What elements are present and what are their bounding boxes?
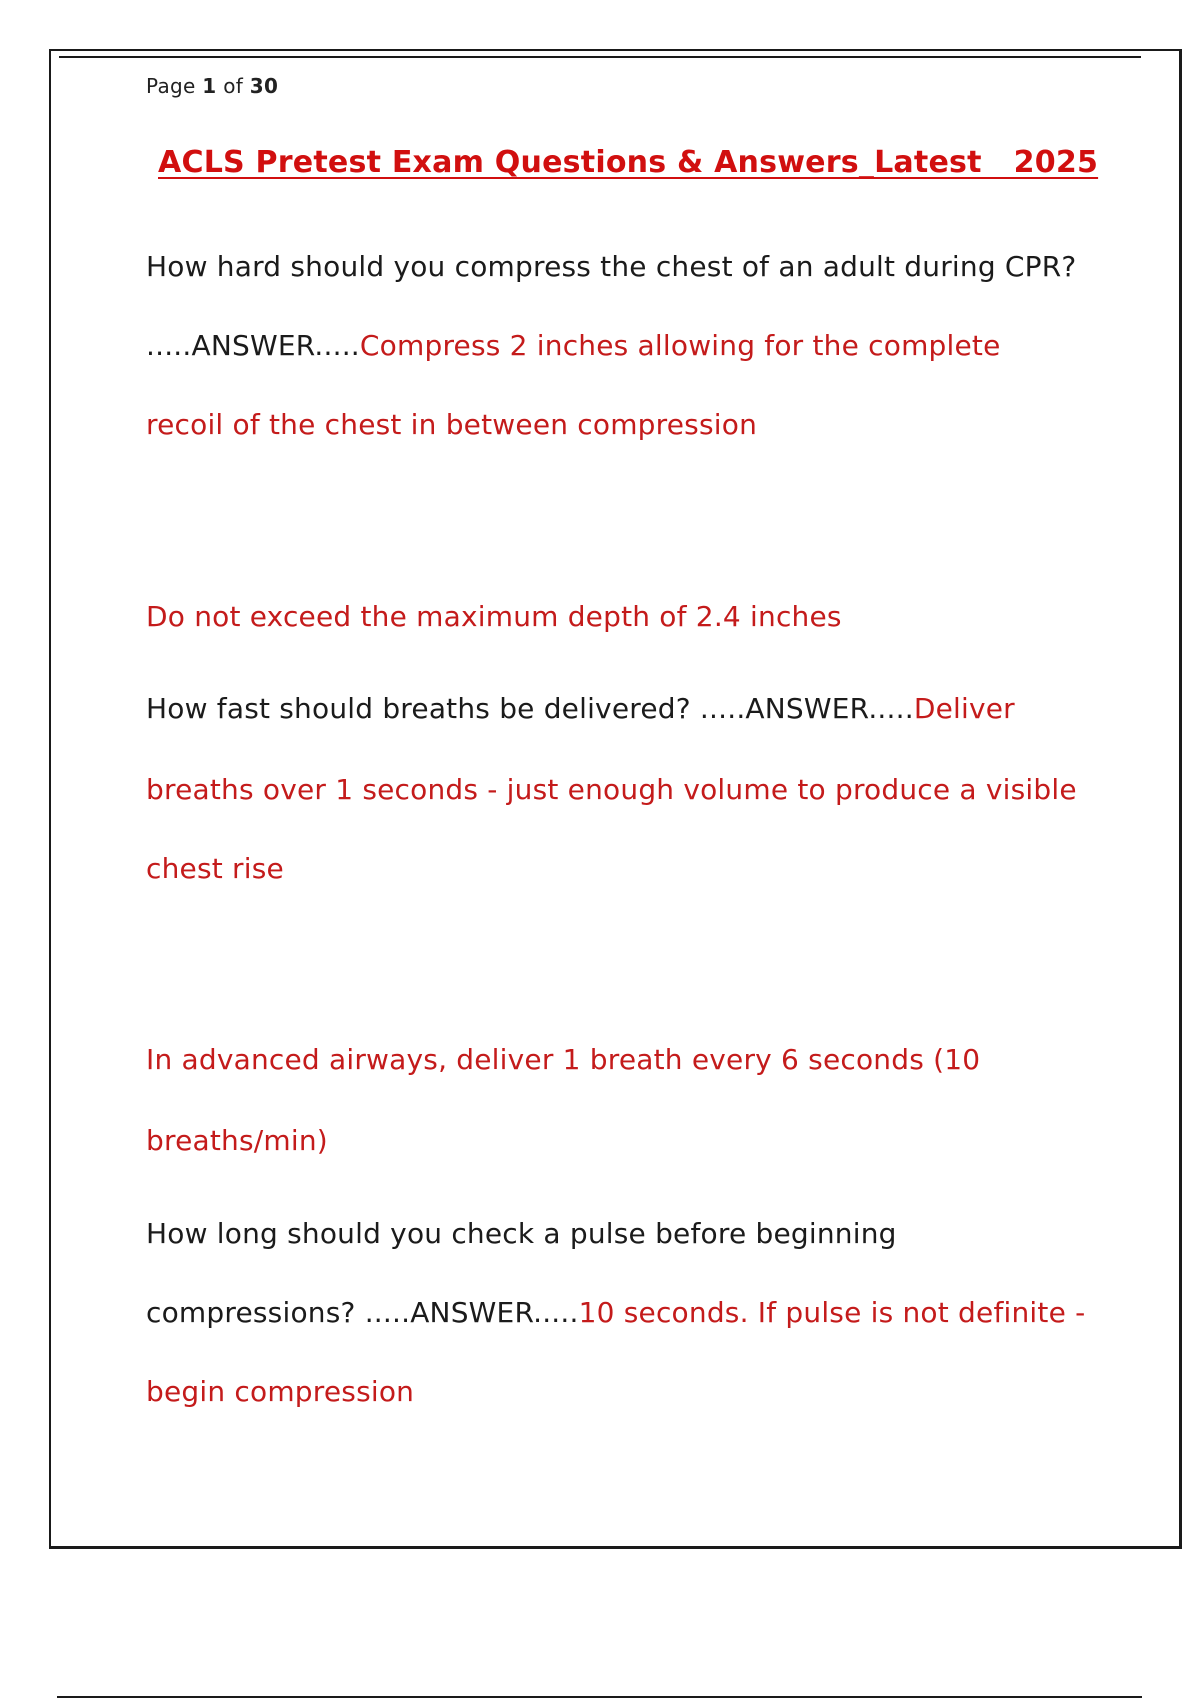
answer-3-text-1: 10 seconds. If pulse is not definite - (578, 1296, 1086, 1329)
page-of: of (223, 74, 244, 98)
answer-2-extra-line-1: In advanced airways, deliver 1 breath every 6 seconds (10 (146, 1043, 981, 1076)
page-total: 30 (249, 74, 279, 98)
bottom-rule (57, 1696, 1142, 1698)
answer-marker: .....ANSWER..... (146, 329, 360, 362)
answer-2-extra-line-2: breaths/min) (146, 1124, 328, 1157)
answer-1-extra: Do not exceed the maximum depth of 2.4 inches (146, 600, 842, 633)
top-rule (59, 56, 1141, 58)
answer-2-text-1: Deliver (913, 692, 1015, 725)
document-title: ACLS Pretest Exam Questions & Answers_Latest 2025 (158, 145, 1099, 180)
question-2-text: How fast should breaths be delivered? (146, 692, 700, 725)
answer-1-line-2: recoil of the chest in between compression (146, 408, 758, 441)
answer-3-line-2: begin compression (146, 1375, 415, 1408)
question-1-line-1: How hard should you compress the chest of an adult during CPR? (146, 250, 1077, 283)
page-number (146, 74, 278, 98)
answer-2-line-2: breaths over 1 seconds - just enough volume to produce a visible (146, 773, 1077, 806)
answer-marker: .....ANSWER..... (699, 692, 914, 725)
answer-2-line-3: chest rise (146, 852, 284, 885)
page-label: Page (146, 74, 196, 98)
page-current: 1 (202, 74, 217, 98)
question-3-text-2: compressions? (146, 1296, 365, 1329)
question-2-line-1 (146, 692, 1015, 725)
answer-marker: .....ANSWER..... (364, 1296, 579, 1329)
question-3-line-1: How long should you check a pulse before beginning (146, 1217, 897, 1250)
question-3-line-2 (146, 1296, 1085, 1329)
answer-1-line-1 (146, 329, 1001, 362)
answer-1-text-1: Compress 2 inches allowing for the complete (359, 329, 1001, 362)
